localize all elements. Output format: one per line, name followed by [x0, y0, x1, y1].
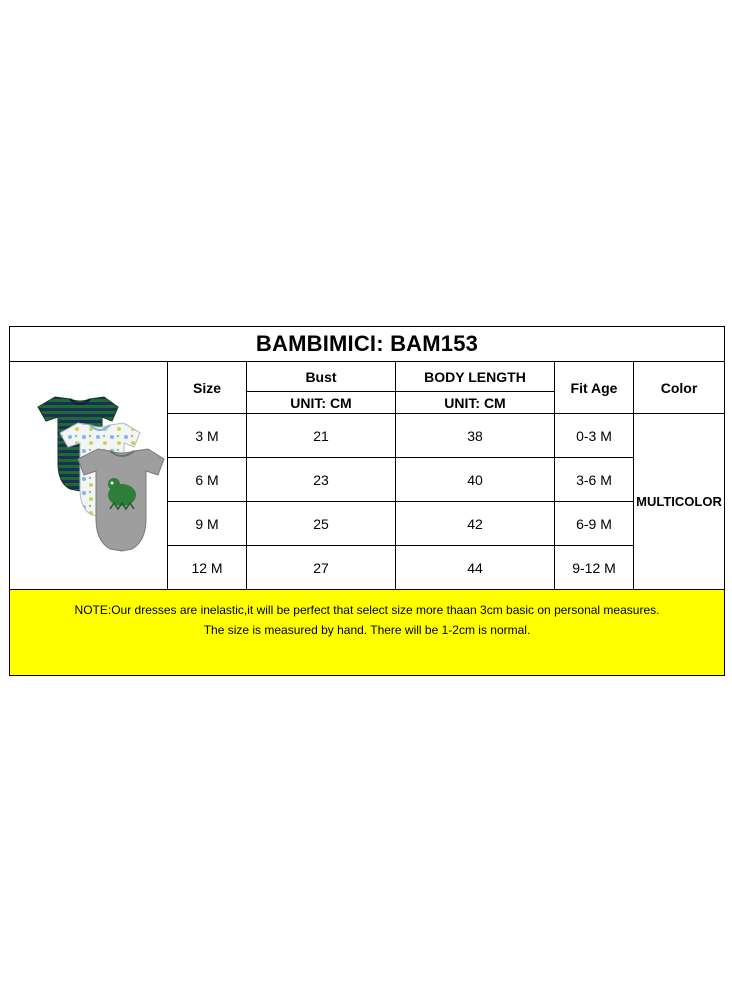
bodysuit-set-illustration: [10, 363, 167, 589]
header-color: Color: [660, 380, 698, 396]
header-bust-unit: UNIT: CM: [290, 394, 352, 411]
grid-line: [167, 545, 634, 546]
row-2-age: 3-6 M: [576, 471, 612, 488]
grid-line: [167, 501, 634, 502]
note-line-1: NOTE:Our dresses are inelastic,it will be perfect that select size more thaan 3cm basic on personal measures.: [74, 603, 660, 617]
chart-title: BAMBIMICI: BAM153: [10, 327, 724, 362]
grid-line: [633, 362, 634, 589]
row-3-bust: 25: [313, 515, 329, 532]
row-1-size: 3 M: [195, 427, 219, 444]
size-chart: [9, 326, 725, 676]
row-4-size: 12 M: [191, 559, 223, 576]
grid-line: [395, 362, 396, 589]
grid-line: [247, 391, 554, 392]
grid-line: [246, 362, 247, 589]
row-4-length: 44: [467, 559, 483, 576]
header-body-length: BODY LENGTH: [424, 369, 526, 385]
grid-line: [167, 413, 724, 414]
grid-line: [554, 362, 555, 589]
row-3-length: 42: [467, 515, 483, 532]
grid-line: [167, 457, 634, 458]
note-box: [10, 589, 724, 675]
header-fit-age: Fit Age: [570, 380, 618, 396]
header-size: Size: [192, 380, 221, 396]
row-3-age: 6-9 M: [576, 515, 612, 532]
product-image-cell: [10, 363, 167, 589]
row-4-bust: 27: [313, 559, 329, 576]
row-3-size: 9 M: [195, 515, 219, 532]
header-body-length-unit: UNIT: CM: [444, 394, 506, 411]
row-2-bust: 23: [313, 471, 329, 488]
note-line-2: The size is measured by hand. There will be 1-2cm is normal.: [203, 623, 531, 637]
row-1-age: 0-3 M: [576, 427, 612, 444]
row-4-age: 9-12 M: [572, 559, 616, 576]
color-value: MULTICOLOR: [636, 494, 722, 509]
row-1-length: 38: [467, 427, 483, 444]
header-bust: Bust: [305, 369, 337, 385]
row-2-length: 40: [467, 471, 483, 488]
row-2-size: 6 M: [195, 471, 219, 488]
grid-line: [167, 362, 168, 589]
row-1-bust: 21: [313, 427, 329, 444]
